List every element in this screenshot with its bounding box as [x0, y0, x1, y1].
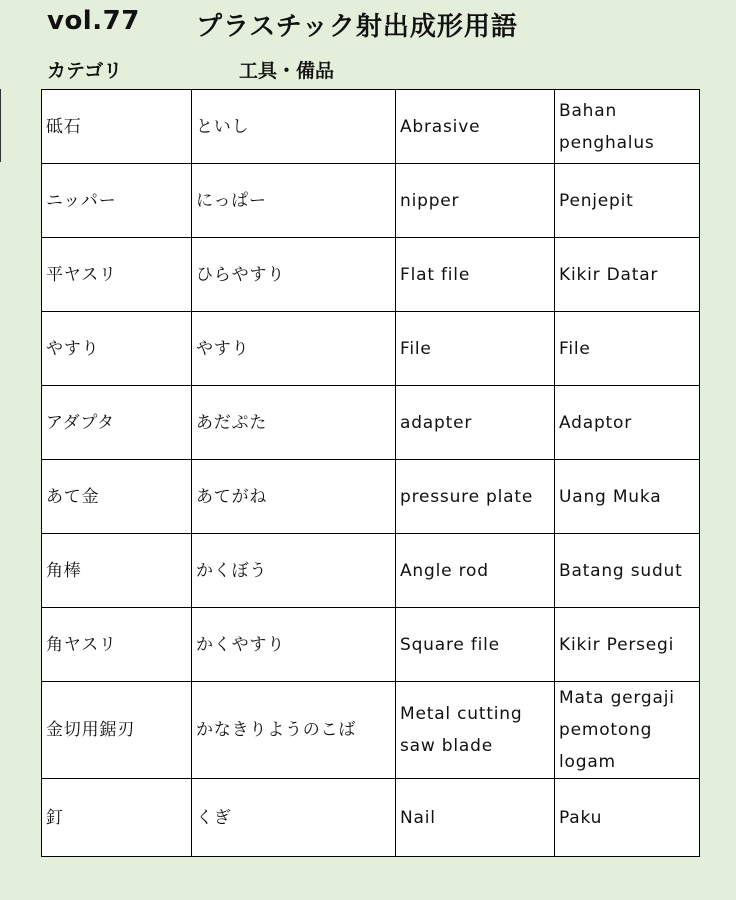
term-japanese: ニッパー	[42, 164, 192, 238]
term-indonesian: Bahan penghalus	[555, 90, 700, 164]
term-japanese: 金切用鋸刃	[42, 682, 192, 779]
term-english: Square file	[396, 608, 555, 682]
term-japanese: 角棒	[42, 534, 192, 608]
term-japanese: やすり	[42, 312, 192, 386]
table-row	[42, 682, 700, 779]
term-english: Abrasive	[396, 90, 555, 164]
term-english: Nail	[396, 779, 555, 857]
term-indonesian: Mata gergaji pemotong logam	[555, 682, 700, 779]
category-value: 工具・備品	[239, 60, 335, 82]
term-indonesian: Uang Muka	[555, 460, 700, 534]
table-row	[42, 386, 700, 460]
term-indonesian: Paku	[555, 779, 700, 857]
glossary-body	[42, 90, 700, 857]
term-english: Angle rod	[396, 534, 555, 608]
term-indonesian: Penjepit	[555, 164, 700, 238]
table-row	[42, 460, 700, 534]
term-japanese: 砥石	[42, 90, 192, 164]
table-row	[42, 312, 700, 386]
term-reading: といし	[192, 90, 396, 164]
term-indonesian: Batang sudut	[555, 534, 700, 608]
term-japanese: 平ヤスリ	[42, 238, 192, 312]
term-english: Flat file	[396, 238, 555, 312]
term-reading: あてがね	[192, 460, 396, 534]
term-reading: かなきりようのこば	[192, 682, 396, 779]
glossary-table	[41, 89, 700, 857]
term-indonesian: Adaptor	[555, 386, 700, 460]
term-reading: くぎ	[192, 779, 396, 857]
term-english: adapter	[396, 386, 555, 460]
term-japanese: 角ヤスリ	[42, 608, 192, 682]
term-reading: やすり	[192, 312, 396, 386]
term-reading: にっぱー	[192, 164, 396, 238]
term-japanese: アダプタ	[42, 386, 192, 460]
term-indonesian: Kikir Persegi	[555, 608, 700, 682]
term-english: nipper	[396, 164, 555, 238]
table-row	[42, 608, 700, 682]
term-english: File	[396, 312, 555, 386]
term-indonesian: Kikir Datar	[555, 238, 700, 312]
table-row	[42, 238, 700, 312]
term-reading: かくぼう	[192, 534, 396, 608]
vol-number: vol.77	[47, 6, 140, 36]
term-japanese: 釘	[42, 779, 192, 857]
term-reading: あだぷた	[192, 386, 396, 460]
table-row	[42, 779, 700, 857]
page-title: プラスチック射出成形用語	[196, 12, 518, 42]
term-english: pressure plate	[396, 460, 555, 534]
table-row	[42, 534, 700, 608]
term-indonesian: File	[555, 312, 700, 386]
term-japanese: あて金	[42, 460, 192, 534]
term-reading: かくやすり	[192, 608, 396, 682]
term-english: Metal cutting saw blade	[396, 682, 555, 779]
table-row	[42, 90, 700, 164]
category-label: カテゴリ	[47, 60, 123, 82]
table-row	[42, 164, 700, 238]
edge-mark	[0, 89, 1, 162]
term-reading: ひらやすり	[192, 238, 396, 312]
